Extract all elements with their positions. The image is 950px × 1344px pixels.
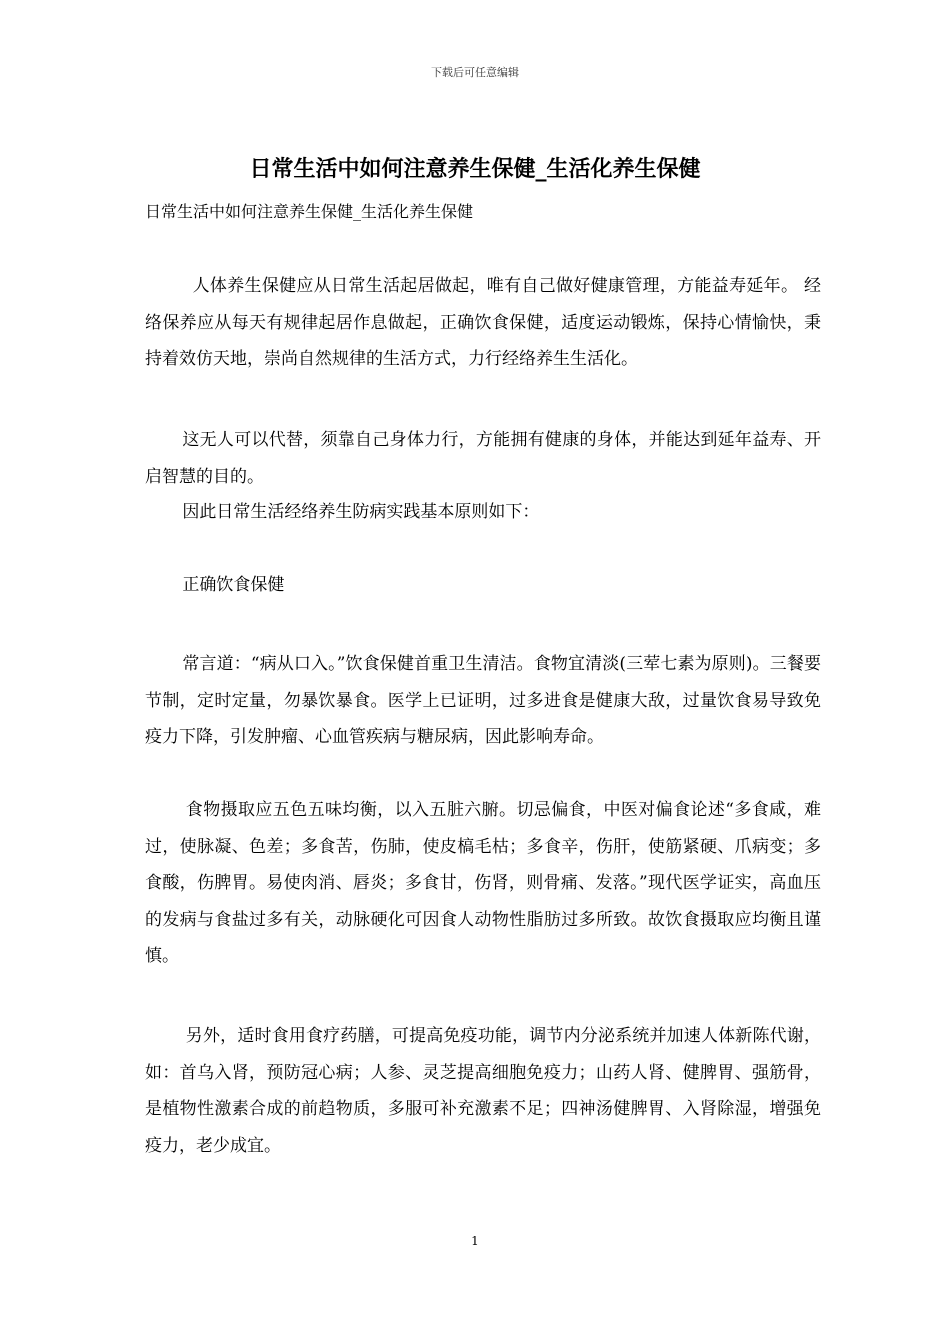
body-paragraph: 常言道：“病从口入。”饮食保健首重卫生清洁。食物宜清淡(三荤七素为原则)。三餐要节制，定时定量，勿暴饮暴食。医学上已证明，过多进食是健康大敌，过量饮食易导致免疫力下降，引发肿瘤、心血管疾病与糖尿病，因此影响寿命。: [145, 654, 821, 747]
page-header-note: 下载后可任意编辑: [431, 66, 519, 79]
document-title: 日常生活中如何注意养生保健_生活化养生保健: [249, 156, 701, 182]
page-number: 1: [471, 1234, 479, 1248]
body-paragraph: 这无人可以代替，须靠自己身体力行，方能拥有健康的身体，并能达到延年益寿、开启智慧的目的。: [145, 430, 821, 487]
body-paragraph: 食物摄取应五色五味均衡，以入五脏六腑。切忌偏食，中医对偏食论述“多食咸，难过，使脉凝、色差；多食苦，伤肺，使皮槁毛枯；多食辛，伤肝，使筋紧硬、爪病变；多食酸，伤脾胃。易使肉消、唇炎；多食甘，伤肾，则骨痛、发落。”现代医学证实，高血压的发病与食盐过多有关，动脉硬化可因食人动物性脂肪过多所致。故饮食摄取应均衡且谨慎。: [145, 800, 821, 966]
section-heading: 正确饮食保健: [182, 575, 285, 595]
body-paragraph: 人体养生保健应从日常生活起居做起，唯有自己做好健康管理，方能益寿延年。 经络保养应从每天有规律起居作息做起，正确饮食保健，适度运动锻炼，保持心情愉快，秉持着效仿天地，崇尚自然规律的生活方式，力行经络养生生活化。: [145, 276, 821, 369]
document-subtitle: 日常生活中如何注意养生保健_生活化养生保健: [145, 202, 474, 221]
body-paragraph: 另外，适时食用食疗药膳，可提高免疫功能，调节内分泌系统并加速人体新陈代谢，如：首乌入肾，预防冠心病；人参、灵芝提高细胞免疫力；山药人肾、健脾胃、强筋骨，是植物性激素合成的前趋物质，多服可补充激素不足；四神汤健脾胃、入肾除湿，增强免疫力，老少成宜。: [145, 1026, 821, 1156]
body-paragraph: 因此日常生活经络养生防病实践基本原则如下：: [182, 502, 540, 522]
